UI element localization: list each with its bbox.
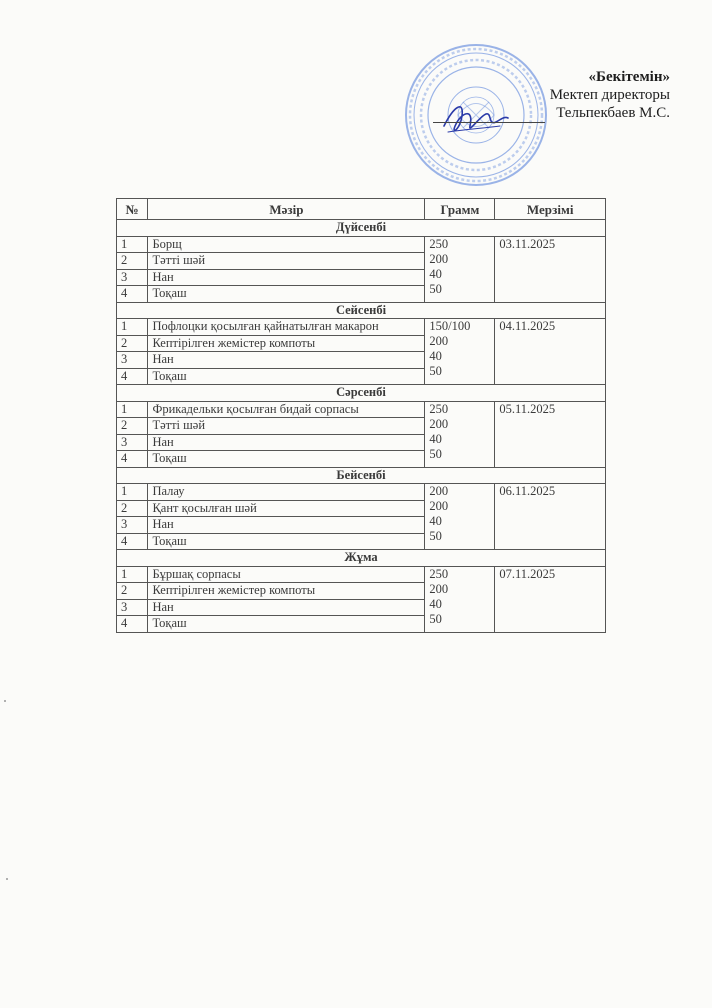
table-row	[117, 319, 606, 336]
table-row	[117, 566, 606, 583]
date-cell: 06.11.2025	[495, 484, 606, 550]
item-number: 4	[117, 286, 148, 303]
approver-name: Тельпекбаев М.С.	[556, 105, 670, 121]
gram-value: 40	[429, 266, 442, 281]
table-row	[117, 236, 606, 253]
day-label: Бейсенбі	[117, 467, 606, 484]
item-name: Нан	[148, 269, 425, 286]
item-number: 3	[117, 269, 148, 286]
grams-cell	[425, 319, 495, 385]
item-number: 4	[117, 451, 148, 468]
item-number: 2	[117, 418, 148, 435]
day-label: Жұма	[117, 550, 606, 567]
day-label: Сейсенбі	[117, 302, 606, 319]
day-row	[117, 220, 606, 237]
item-name: Кептірілген жемістер компоты	[148, 583, 425, 600]
item-name: Тәтті шәй	[148, 253, 425, 270]
header-date: Мерзімі	[495, 199, 606, 220]
item-number: 2	[117, 253, 148, 270]
signature	[440, 96, 510, 140]
header-grams: Грамм	[425, 199, 495, 220]
item-name: Тәтті шәй	[148, 418, 425, 435]
menu-table	[116, 198, 606, 633]
item-number: 1	[117, 319, 148, 336]
item-number: 2	[117, 335, 148, 352]
gram-value: 50	[429, 446, 442, 461]
grams-cell	[425, 401, 495, 467]
item-name: Нан	[148, 599, 425, 616]
gram-value: 250	[429, 566, 449, 581]
approval-title: «Бекітемін»	[588, 69, 670, 85]
gram-value: 50	[429, 364, 442, 378]
item-number: 4	[117, 533, 148, 550]
item-name: Бұршақ сорпасы	[148, 566, 425, 583]
gram-value: 200	[429, 334, 449, 348]
item-number: 3	[117, 517, 148, 534]
item-name: Тоқаш	[148, 616, 425, 633]
table-row	[117, 401, 606, 418]
item-name: Пофлоцки қосылған қайнатылған макарон	[148, 319, 425, 336]
table-row	[117, 484, 606, 501]
gram-value: 250	[429, 401, 449, 416]
item-number: 4	[117, 616, 148, 633]
item-number: 3	[117, 599, 148, 616]
gram-value: 50	[429, 611, 442, 626]
day-row	[117, 302, 606, 319]
item-name: Фрикадельки қосылған бидай сорпасы	[148, 401, 425, 418]
gram-value: 40	[429, 596, 442, 611]
date-cell: 05.11.2025	[495, 401, 606, 467]
signature-line	[433, 122, 545, 123]
approver-position: Мектеп директоры	[549, 87, 670, 103]
date-cell: 03.11.2025	[495, 236, 606, 302]
scan-speck	[6, 878, 8, 880]
item-name: Кептірілген жемістер компоты	[148, 335, 425, 352]
gram-value: 200	[429, 499, 449, 513]
grams-cell	[425, 566, 495, 632]
gram-value: 200	[429, 484, 449, 498]
item-number: 1	[117, 484, 148, 501]
gram-value: 40	[429, 349, 442, 363]
gram-value: 50	[429, 529, 442, 543]
item-name: Тоқаш	[148, 533, 425, 550]
gram-value: 200	[429, 416, 449, 431]
item-number: 3	[117, 434, 148, 451]
item-number: 2	[117, 500, 148, 517]
header-menu: Мәзір	[148, 199, 425, 220]
item-number: 3	[117, 352, 148, 369]
day-row	[117, 385, 606, 402]
item-number: 1	[117, 401, 148, 418]
item-name: Нан	[148, 352, 425, 369]
scan-speck	[4, 700, 6, 702]
gram-value: 200	[429, 251, 449, 266]
gram-value: 200	[429, 581, 449, 596]
table-header-row	[117, 199, 606, 220]
day-label: Дүйсенбі	[117, 220, 606, 237]
item-name: Қант қосылған шәй	[148, 500, 425, 517]
grams-cell	[425, 484, 495, 550]
approval-block	[550, 68, 670, 122]
gram-value: 40	[429, 514, 442, 528]
item-number: 4	[117, 368, 148, 385]
header-number: №	[117, 199, 148, 220]
item-number: 1	[117, 236, 148, 253]
item-name: Нан	[148, 434, 425, 451]
item-name: Палау	[148, 484, 425, 501]
menu-body	[117, 220, 606, 633]
item-name: Тоқаш	[148, 451, 425, 468]
item-name: Борщ	[148, 236, 425, 253]
date-cell: 07.11.2025	[495, 566, 606, 632]
item-name: Тоқаш	[148, 286, 425, 303]
gram-value: 250	[429, 236, 449, 251]
grams-cell	[425, 236, 495, 302]
item-name: Нан	[148, 517, 425, 534]
gram-value: 40	[429, 431, 442, 446]
gram-value: 150/100	[429, 319, 471, 333]
item-number: 1	[117, 566, 148, 583]
day-label: Сәрсенбі	[117, 385, 606, 402]
day-row	[117, 550, 606, 567]
date-cell: 04.11.2025	[495, 319, 606, 385]
item-number: 2	[117, 583, 148, 600]
gram-value: 50	[429, 281, 442, 296]
day-row	[117, 467, 606, 484]
item-name: Тоқаш	[148, 368, 425, 385]
